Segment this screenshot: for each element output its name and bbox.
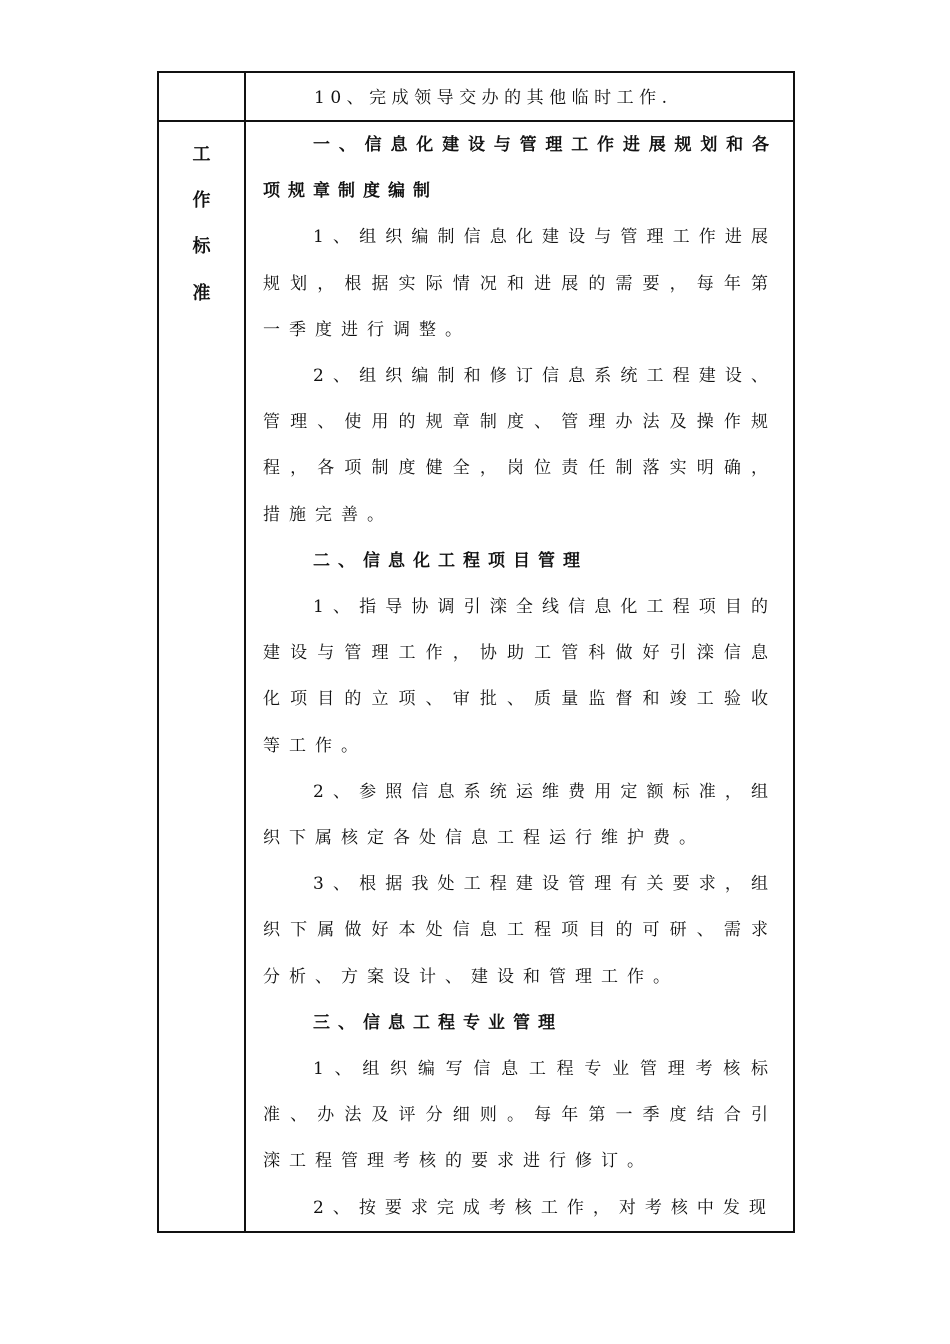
- row-label-cell: [158, 72, 245, 121]
- work-standard-label-cell: [158, 121, 245, 1232]
- list-item: 2、参照信息系统运维费用定额标准，组织下属核定各处信息工程运行维护费。: [263, 781, 777, 849]
- work-standard-content-cell: [245, 121, 794, 1232]
- list-item: 2、按要求完成考核工作，对考核中发现: [313, 1197, 775, 1218]
- top-row-text: 10、完成领导交办的其他临时工作.: [314, 88, 673, 108]
- section-heading: 二、信息化工程项目管理: [313, 550, 588, 571]
- table-row: [158, 121, 794, 1232]
- section-heading: 三、信息工程专业管理: [313, 1012, 563, 1033]
- list-item: 2、组织编制和修订信息系统工程建设、管理、使用的规章制度、管理办法及操作规程，各项制度健全，岗位责任制落实明确，措施完善。: [263, 366, 777, 525]
- section-heading: 一、信息化建设与管理工作进展规划和各项规章制度编制: [263, 135, 777, 202]
- list-item: 3、根据我处工程建设管理有关要求，组织下属做好本处信息工程项目的可研、需求分析、方案设计、建设和管理工作。: [263, 874, 777, 987]
- list-item: 1、组织编制信息化建设与管理工作进展规划，根据实际情况和进展的需要，每年第一季度进行调整。: [263, 227, 777, 340]
- work-standard-label: [159, 122, 244, 317]
- duty-table: [157, 71, 795, 1233]
- label-char: 作: [192, 190, 211, 212]
- work-standard-content: [246, 122, 793, 1231]
- row-content-cell: [245, 72, 794, 121]
- table-row: [158, 72, 794, 121]
- list-item: 1、指导协调引滦全线信息化工程项目的建设与管理工作，协助工管科做好引滦信息化项目的立项、审批、质量监督和竣工验收等工作。: [263, 597, 777, 756]
- label-char: 准: [192, 282, 211, 304]
- label-char: 标: [192, 236, 211, 258]
- list-item: 1、组织编写信息工程专业管理考核标准、办法及评分细则。每年第一季度结合引滦工程管理考核的要求进行修订。: [263, 1059, 777, 1172]
- label-char: 工: [192, 144, 211, 165]
